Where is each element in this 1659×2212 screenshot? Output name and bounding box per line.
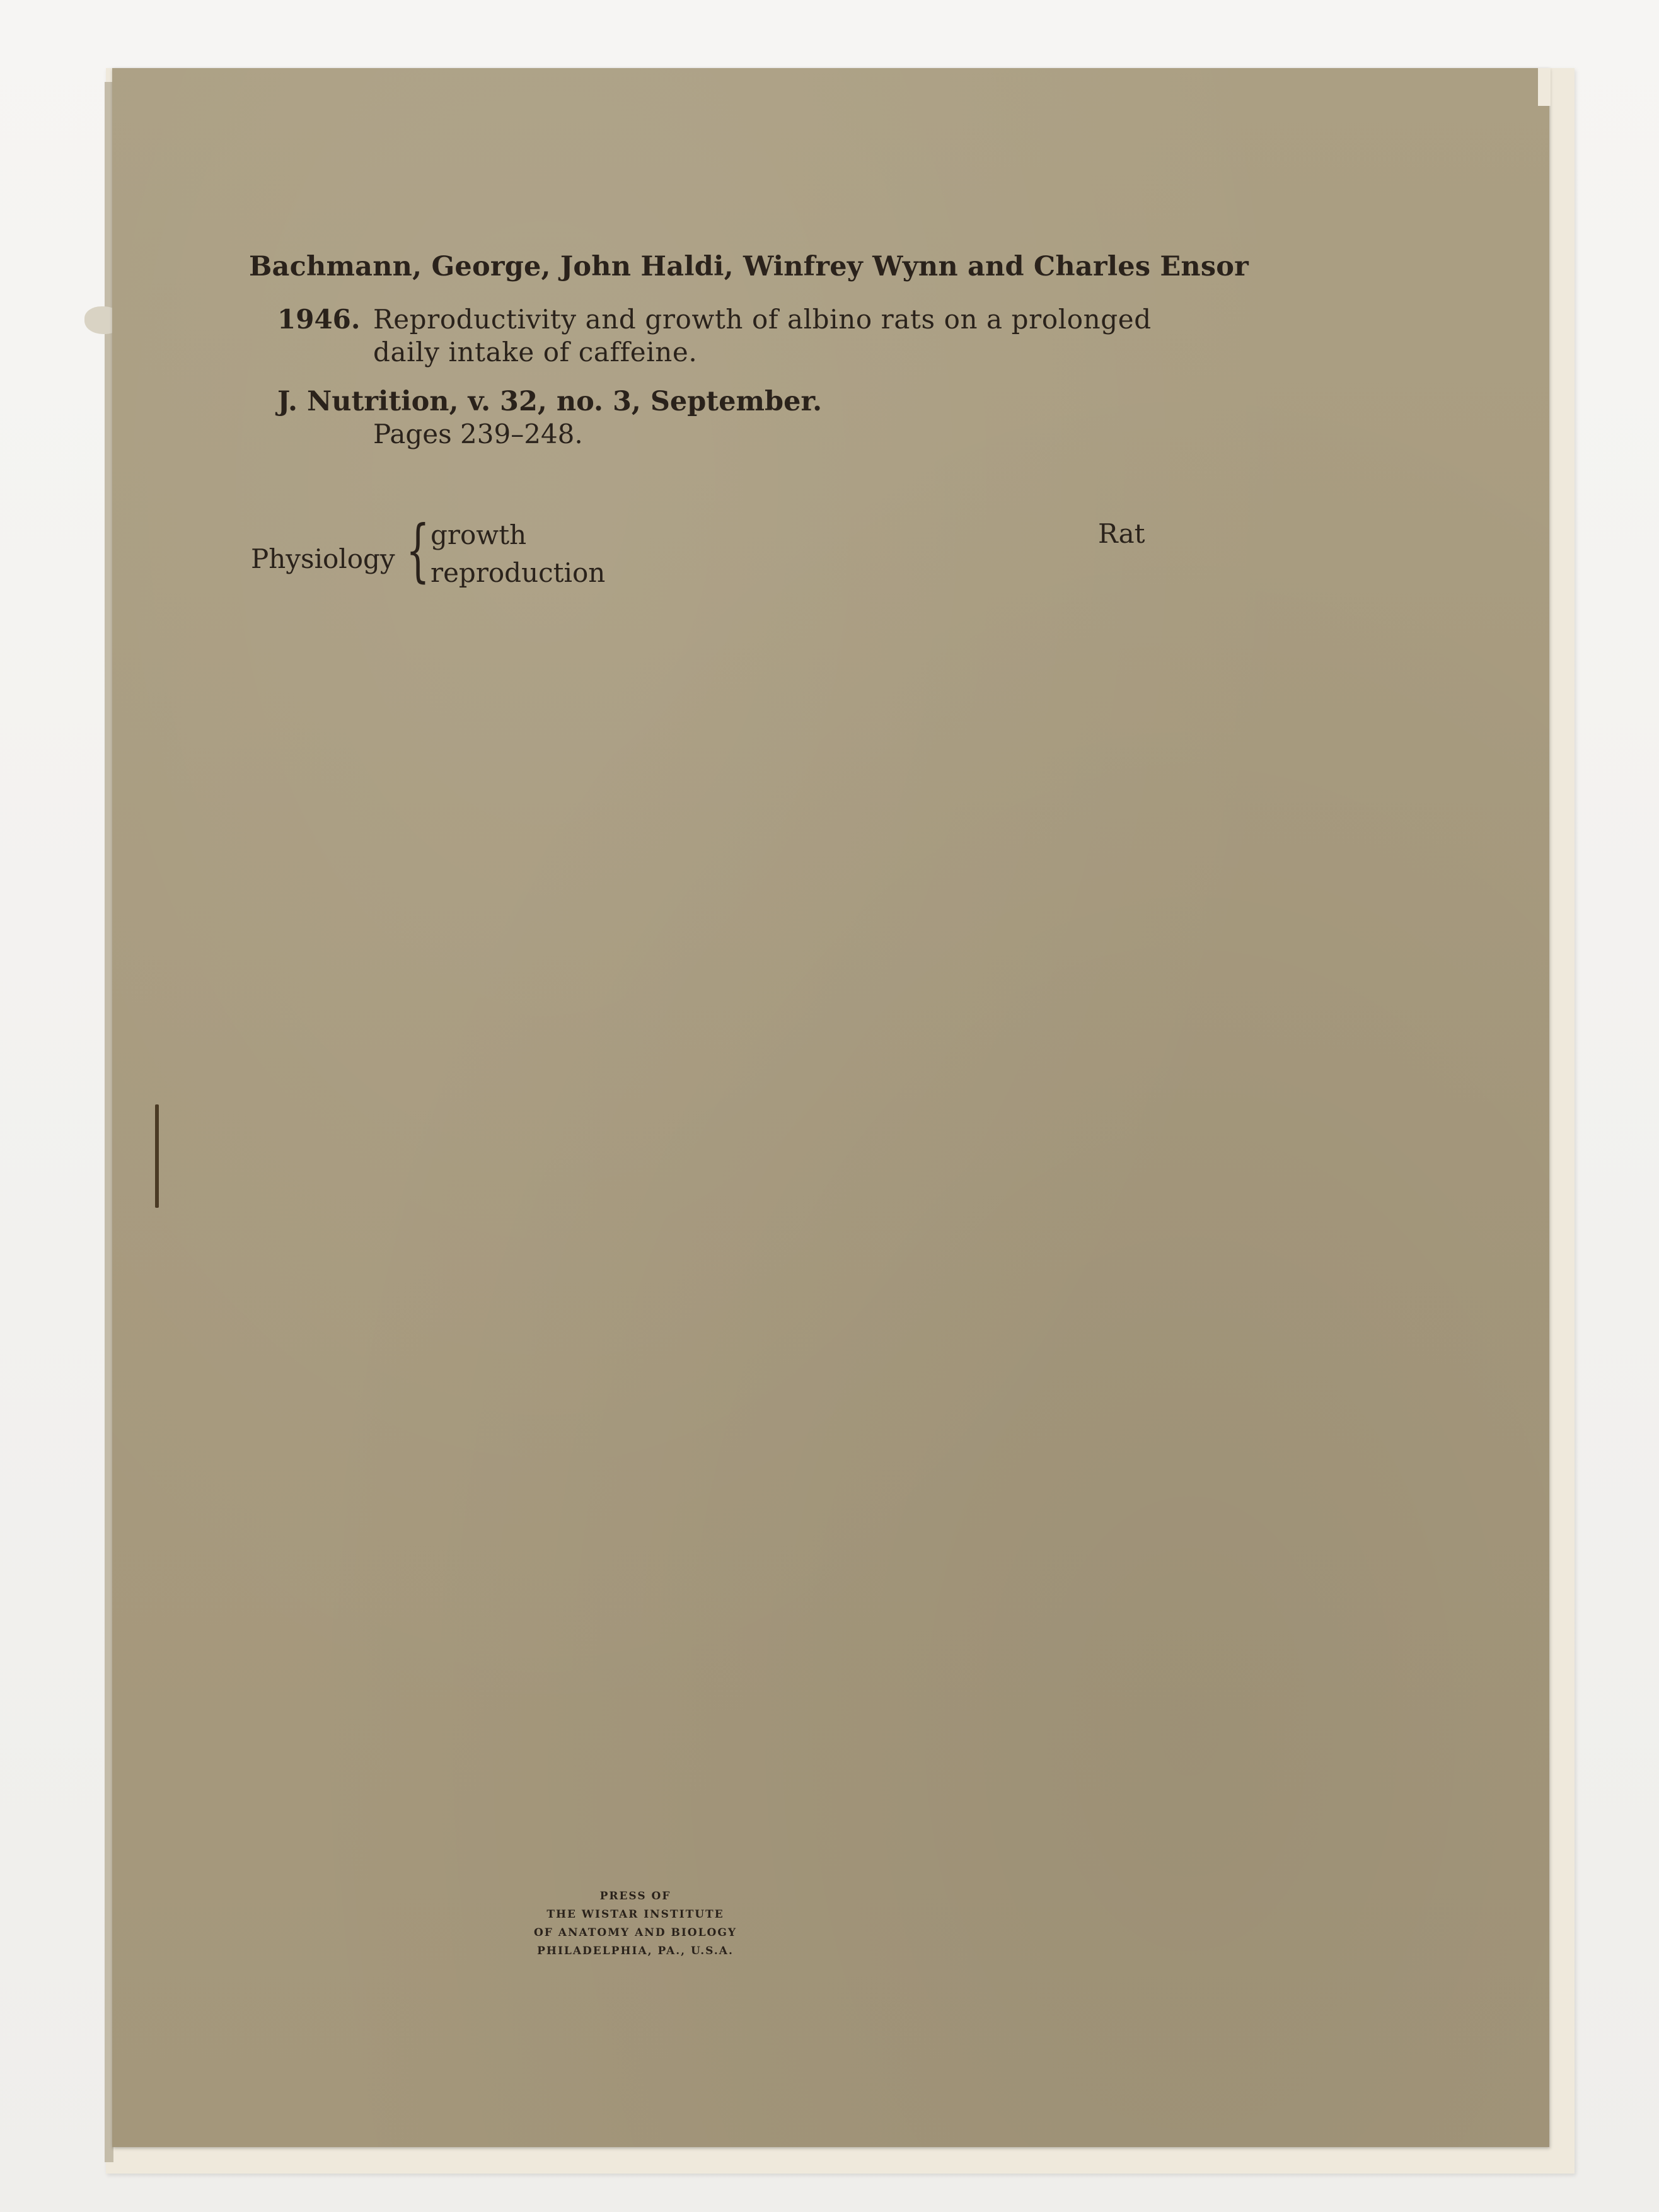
staple: [155, 1104, 159, 1208]
article-title-line-1: Reproductivity and growth of albino rats on a prolonged: [373, 304, 1152, 335]
cover-corner-wear: [1538, 68, 1551, 106]
imprint-line: PHILADELPHIA, PA., U.S.A.: [537, 1945, 734, 1957]
subtopic-reproduction: reproduction: [431, 557, 606, 588]
authors: Bachmann, George, John Haldi, Winfrey Wynn and Charles Ensor: [249, 251, 1249, 282]
imprint-line: THE WISTAR INSTITUTE: [546, 1908, 724, 1921]
subject-category: Physiology: [251, 543, 395, 574]
subtopic-growth: growth: [431, 519, 527, 550]
pamphlet-cover: [112, 68, 1549, 2147]
publisher-imprint: [440, 1887, 831, 1960]
brace-symbol: {: [406, 511, 430, 590]
article-title-line-2: daily intake of caffeine.: [373, 337, 698, 368]
page-range: Pages 239–248.: [373, 419, 583, 449]
organism-label: Rat: [1098, 518, 1145, 549]
publication-year: 1946.: [277, 304, 361, 335]
imprint-line: PRESS OF: [599, 1890, 671, 1902]
journal-citation: J. Nutrition, v. 32, no. 3, September.: [277, 386, 823, 417]
imprint-line: OF ANATOMY AND BIOLOGY: [533, 1926, 737, 1939]
